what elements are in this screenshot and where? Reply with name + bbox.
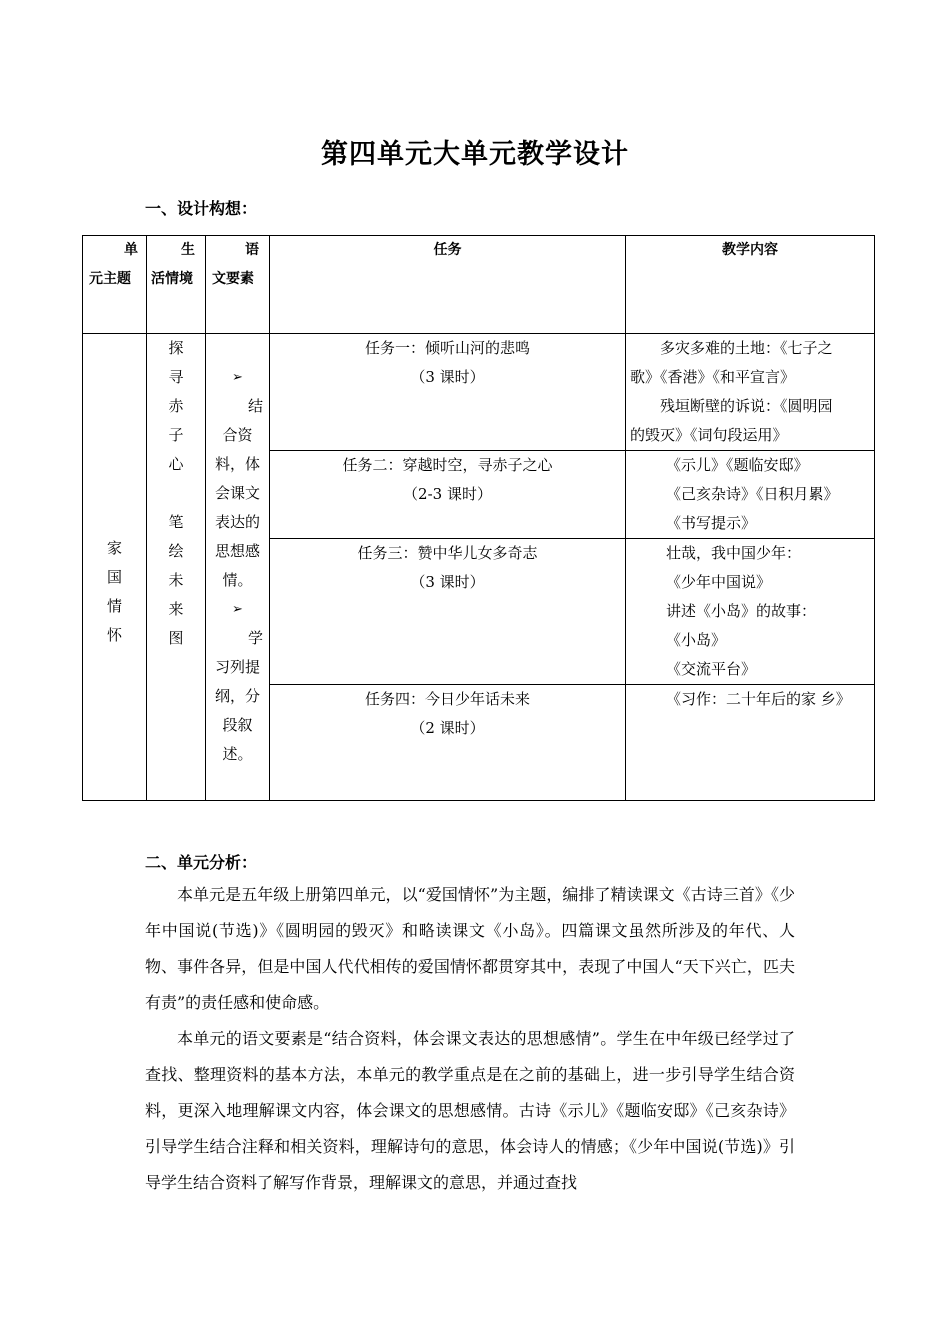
header-element-line2: 文要素 (212, 271, 254, 287)
header-life-line2: 活情境 (151, 271, 193, 287)
header-task: 任务 (270, 236, 626, 334)
table-header-row (83, 236, 875, 334)
task-hours: （2 课时） (410, 719, 485, 737)
content-line: 讲述《小岛》的故事： (666, 602, 817, 620)
task-cell-4 (270, 685, 626, 801)
content-line: 歌》《香港》《和平宣言》 (630, 368, 796, 386)
header-unit-theme (83, 236, 147, 334)
life-context-char: 心 (168, 455, 184, 473)
analysis-paragraph-1: 本单元是五年级上册第四单元，以“爱国情怀”为主题，编排了精读课文《古诗三首》《少年中国说(节选)》《圆明园的毁灭》和略读课文《小岛》。四篇课文虽然所涉及的年代、人物、事件各异，但是中国人代代相传的爱国情怀都贯穿其中，表现了中国人“天下兴亡，匹夫有责”的责任感和使命感。 (145, 885, 795, 1012)
element-item1-line: 表达的 (214, 513, 260, 531)
element-item1-line: 思想感 (214, 542, 260, 560)
design-table (82, 235, 875, 801)
element-item1-line: 情。 (222, 571, 253, 589)
element-item2-line1: 学 (247, 629, 263, 647)
life-context-char: 探 (168, 339, 184, 357)
task-hours: （2-3 课时） (403, 485, 492, 503)
content-line: 《书写提示》 (666, 514, 757, 532)
life-context-char: 赤 (168, 397, 184, 415)
element-item1-line: 会课文 (214, 484, 260, 502)
life-context-char: 绘 (168, 542, 184, 560)
content-line: 壮哉，我中国少年： (666, 544, 802, 562)
life-context-cell (147, 334, 206, 801)
table-row (83, 334, 875, 451)
unit-theme-char: 情 (106, 597, 122, 615)
element-item1-line1: 结 (247, 397, 263, 415)
task-cell-3 (270, 539, 626, 685)
content-line: 《小岛》 (666, 631, 727, 649)
section-heading-analysis: 二、单元分析： (145, 853, 258, 872)
content-cell-2 (626, 451, 875, 539)
header-content: 教学内容 (626, 236, 875, 334)
life-context-char: 图 (168, 629, 184, 647)
task-cell-1 (270, 334, 626, 451)
element-item1-line: 合资 (222, 426, 253, 444)
task-name: 任务三：赞中华儿女多奇志 (357, 544, 538, 562)
bullet-icon: ➢ (232, 602, 243, 617)
life-context-char: 未 (168, 571, 184, 589)
analysis-paragraph-2: 本单元的语文要素是“结合资料，体会课文表达的思想感情”。学生在中年级已经学过了查找、整理资料的基本方法，本单元的教学重点是在之前的基础上，进一步引导学生结合资料，更深入地理解课文内容，体会课文的思想感情。古诗《示儿》《题临安邸》《己亥杂诗》引导学生结合注释和相关资料，理解诗句的意思，体会诗人的情感；《少年中国说(节选)》引导学生结合资料了解写作背景，理解课文的意思，并通过查找 (145, 1029, 795, 1192)
element-item2-line: 述。 (222, 745, 253, 763)
unit-theme-char: 国 (106, 568, 122, 586)
header-life-context (147, 236, 206, 334)
task-name: 任务二：穿越时空，寻赤子之心 (342, 456, 553, 474)
content-line: 的毁灭》《词句段运用》 (630, 426, 788, 444)
unit-theme-char: 家 (106, 539, 122, 557)
page-title: 第四单元大单元教学设计 (321, 139, 629, 170)
element-item2-line: 段叙 (222, 716, 253, 734)
content-line: 《少年中国说》 (666, 573, 772, 591)
task-name: 任务四：今日少年话未来 (364, 690, 530, 708)
content-line: 《习作：二十年后的家 乡》 (666, 690, 851, 708)
content-cell-1 (626, 334, 875, 451)
content-line: 《示儿》《题临安邸》 (666, 456, 809, 474)
element-item2-line: 习列提 (214, 658, 260, 676)
element-item2-line: 纲，分 (214, 687, 260, 705)
content-cell-3 (626, 539, 875, 685)
content-line: 多灾多难的土地：《七子之 (660, 339, 833, 357)
content-line: 《交流平台》 (666, 660, 757, 678)
content-line: 残垣断壁的诉说：《圆明园 (660, 397, 833, 415)
life-context-char: 子 (168, 426, 184, 444)
task-name: 任务一：倾听山河的悲鸣 (364, 339, 530, 357)
life-context-spacer (147, 479, 205, 508)
element-item1-line: 料，体 (214, 455, 260, 473)
task-hours: （3 课时） (410, 573, 485, 591)
unit-theme-char: 怀 (106, 626, 122, 644)
life-context-char: 寻 (168, 368, 184, 386)
content-cell-4 (626, 685, 875, 801)
header-life-line1: 生 (181, 242, 195, 258)
task-cell-2 (270, 451, 626, 539)
unit-theme-cell (83, 334, 147, 801)
header-unit-theme-line1: 单 (124, 242, 138, 258)
header-element (206, 236, 270, 334)
element-cell (206, 334, 270, 801)
bullet-icon: ➢ (232, 370, 243, 385)
task-hours: （3 课时） (410, 368, 485, 386)
header-element-line1: 语 (245, 242, 259, 258)
section-heading-design: 一、设计构想： (145, 199, 258, 218)
life-context-char: 笔 (168, 513, 184, 531)
analysis-text (145, 877, 795, 1201)
life-context-char: 来 (168, 600, 184, 618)
header-unit-theme-line2: 元主题 (89, 271, 131, 287)
content-line: 《己亥杂诗》《日积月累》 (666, 485, 839, 503)
